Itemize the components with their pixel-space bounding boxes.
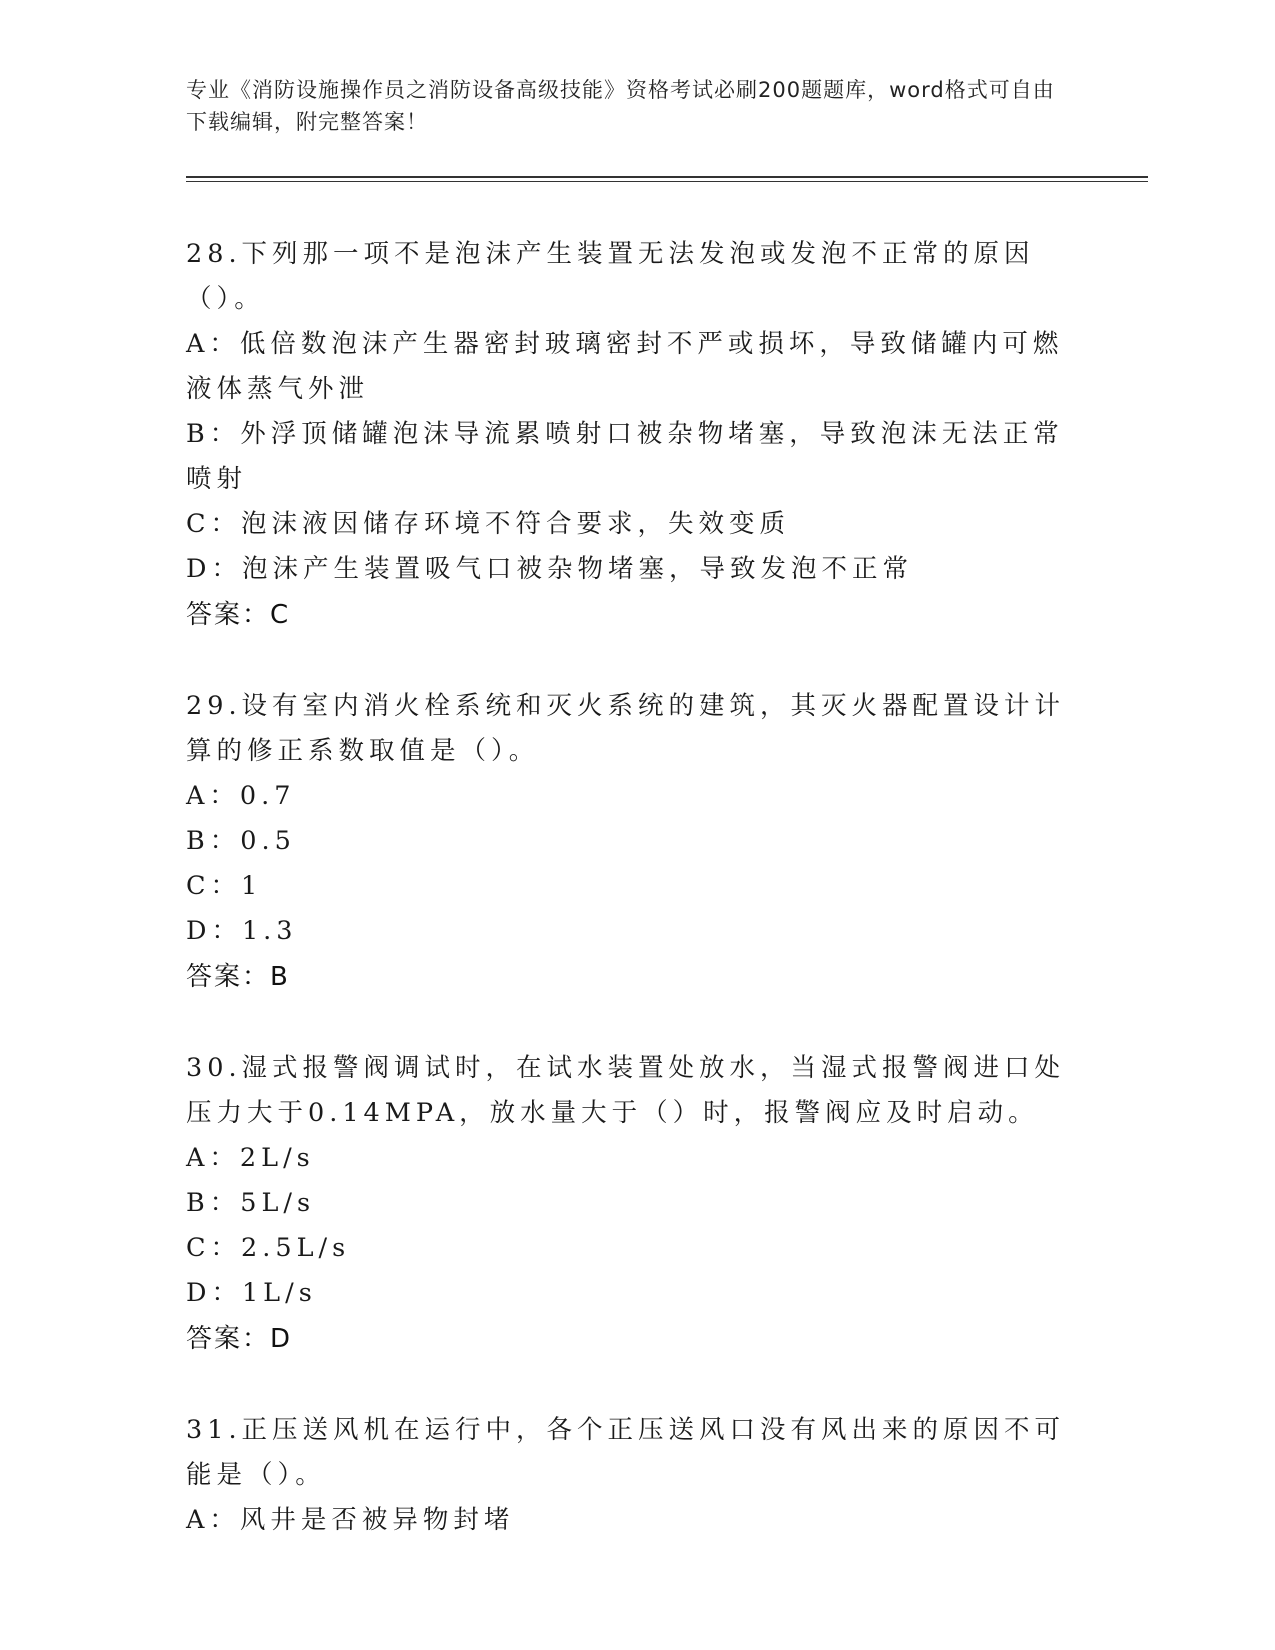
option-a: A：2L/s — [186, 1143, 315, 1173]
option-d: D：1.3 — [186, 916, 298, 946]
option-c: C：2.5L/s — [186, 1233, 351, 1263]
question-stem: 29.设有室内消火栓系统和灭火系统的建筑，其灭火器配置设计计算的修正系数取值是（）。 — [186, 691, 1066, 766]
question-31 — [186, 1408, 1066, 1543]
question-stem: 31.正压送风机在运行中，各个正压送风口没有风出来的原因不可能是（）。 — [186, 1415, 1066, 1490]
option-d: D：1L/s — [186, 1278, 317, 1308]
option-b: B：0.5 — [186, 826, 296, 856]
question-30 — [186, 1046, 1066, 1362]
option-b: B：外浮顶储罐泡沫导流累喷射口被杂物堵塞，导致泡沫无法正常喷射 — [186, 419, 1064, 494]
question-stem: 30.湿式报警阀调试时，在试水装置处放水，当湿式报警阀进口处压力大于0.14MPA，放水量大于（）时，报警阀应及时启动。 — [186, 1053, 1066, 1128]
header-rule-thin — [186, 181, 1148, 182]
question-29 — [186, 684, 1066, 1000]
option-a: A：风井是否被异物封堵 — [186, 1505, 515, 1535]
option-b: B：5L/s — [186, 1188, 316, 1218]
option-c: C：1 — [186, 871, 263, 901]
option-c: C：泡沫液因储存环境不符合要求，失效变质 — [186, 509, 791, 539]
answer: 答案：B — [186, 962, 290, 992]
question-stem: 28.下列那一项不是泡沫产生装置无法发泡或发泡不正常的原因（）。 — [186, 239, 1035, 314]
option-d: D：泡沫产生装置吸气口被杂物堵塞，导致发泡不正常 — [186, 554, 913, 584]
question-list — [186, 232, 1066, 1589]
option-a: A：0.7 — [186, 781, 296, 811]
header-rule-thick — [186, 176, 1148, 178]
option-a: A：低倍数泡沫产生器密封玻璃密封不严或损坏，导致储罐内可燃液体蒸气外泄 — [186, 329, 1064, 404]
question-28 — [186, 232, 1066, 638]
document-header — [186, 74, 1066, 138]
answer: 答案：D — [186, 1324, 293, 1354]
answer: 答案：C — [186, 600, 291, 630]
header-text: 专业《消防设施操作员之消防设备高级技能》资格考试必刷200题题库，word格式可自由下载编辑，附完整答案！ — [186, 78, 1055, 134]
